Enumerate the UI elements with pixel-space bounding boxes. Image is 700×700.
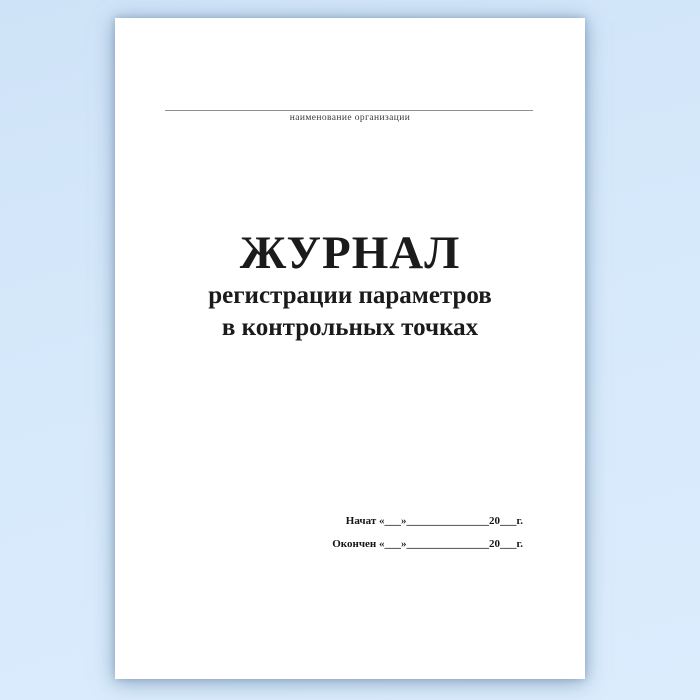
journal-subtitle-line1: регистрации параметров [208,282,492,309]
organization-name-line [165,110,533,111]
document-page [115,18,585,679]
dates-block [332,514,523,551]
journal-subtitle [115,283,585,340]
journal-subtitle-line2: в контрольных точках [221,313,479,341]
date-started-row: Начат «___»_______________20___г. [345,515,523,527]
organization-name-caption: наименование организации [289,113,411,123]
date-finished-row: Окончен «___»_______________20___г. [332,538,523,550]
journal-title: ЖУРНАЛ [239,227,461,279]
title-block [115,227,585,341]
